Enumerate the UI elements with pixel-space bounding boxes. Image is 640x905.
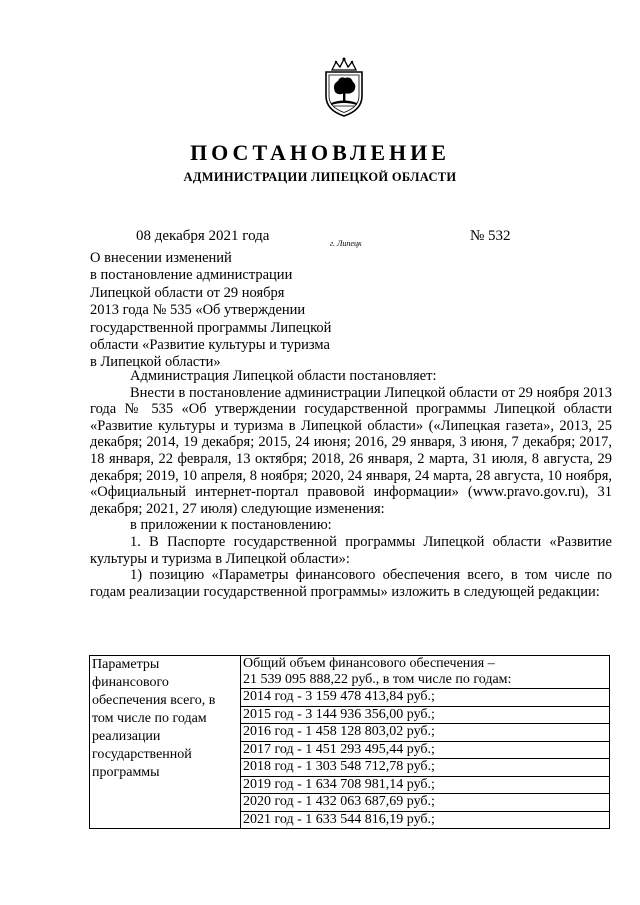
financing-table <box>89 655 610 829</box>
heading-line: в постановление администрации <box>90 267 293 284</box>
year-row: 2015 год - 3 144 936 356,00 руб.; <box>241 707 609 725</box>
financing-values-cell <box>241 656 610 829</box>
paragraph-passport: 1. В Паспорте государственной программы Липецкой области «Развитие культуры и туризма в Липецкой области»: <box>90 533 612 567</box>
total-amount-block <box>241 656 609 689</box>
year-row: 2020 год - 1 432 063 687,69 руб.; <box>241 794 609 812</box>
document-body <box>90 368 612 600</box>
year-row: 2016 год - 1 458 128 803,02 руб.; <box>241 724 609 742</box>
year-row: 2014 год - 3 159 478 413,84 руб.; <box>241 689 609 707</box>
document-number: № 532 <box>470 228 511 244</box>
decree-line: Администрация Липецкой области постановляет: <box>130 368 437 384</box>
heading-line: области «Развитие культуры и туризма <box>90 337 330 354</box>
paragraph-appendix: в приложении к постановлению: <box>130 517 332 534</box>
document-date: 08 декабря 2021 года <box>136 228 270 244</box>
total-line: Общий объем финансового обеспечения – <box>243 656 495 671</box>
heading-line: государственной программы Липецкой <box>90 319 332 336</box>
paragraph-position: 1) позицию «Параметры финансового обеспечения всего, в том числе по годам реализации государственной программы» изложить в следующей редакции: <box>90 567 612 600</box>
heading-line: 2013 года № 535 «Об утверждении <box>90 302 306 319</box>
document-heading <box>90 250 331 372</box>
coat-of-arms-icon <box>322 56 366 118</box>
year-row: 2019 год - 1 634 708 981,14 руб.; <box>241 777 609 795</box>
heading-line: О внесении изменений <box>90 250 232 266</box>
paragraph-amendment: Внести в постановление администрации Липецкой области от 29 ноября 2013 года № 535 «Об утверждении государственной программы Липецкой области «Развитие культуры и туризма в Липецкой области» («Липецкая газета», 2013, 25 декабря; 2014, 19 декабря; 2015, 24 июня; 2016, 29 января, 3 июня, 7 декабря; 2017, 18 января, 22 февраля, 13 октября; 2018, 26 января, 2 марта, 31 июля, 8 августа, 29 декабря; 2019, 10 апреля, 8 ноября; 2020, 24 января, 24 марта, 28 августа, 10 ноября, «Официальный интернет-портал правовой информации» (www.pravo.gov.ru), 31 декабря; 2021, 27 июля) следующие изменения: <box>90 384 612 517</box>
heading-line: Липецкой области от 29 ноября <box>90 284 285 301</box>
financing-label-cell: Параметры финансового обеспечения всего, в том числе по годам реализации государственной программы <box>90 656 241 829</box>
year-row: 2017 год - 1 451 293 495,44 руб.; <box>241 742 609 760</box>
total-line: 21 539 095 888,22 руб., в том числе по годам: <box>243 672 512 687</box>
year-row: 2018 год - 1 303 548 712,78 руб.; <box>241 759 609 777</box>
year-row: 2021 год - 1 633 544 816,19 руб.; <box>243 811 435 827</box>
document-city: г. Липецк <box>330 239 362 248</box>
heading-line: в Липецкой области» <box>90 354 221 371</box>
document-title: ПОСТАНОВЛЕНИЕ <box>190 140 450 165</box>
document-subtitle: АДМИНИСТРАЦИИ ЛИПЕЦКОЙ ОБЛАСТИ <box>183 170 457 184</box>
